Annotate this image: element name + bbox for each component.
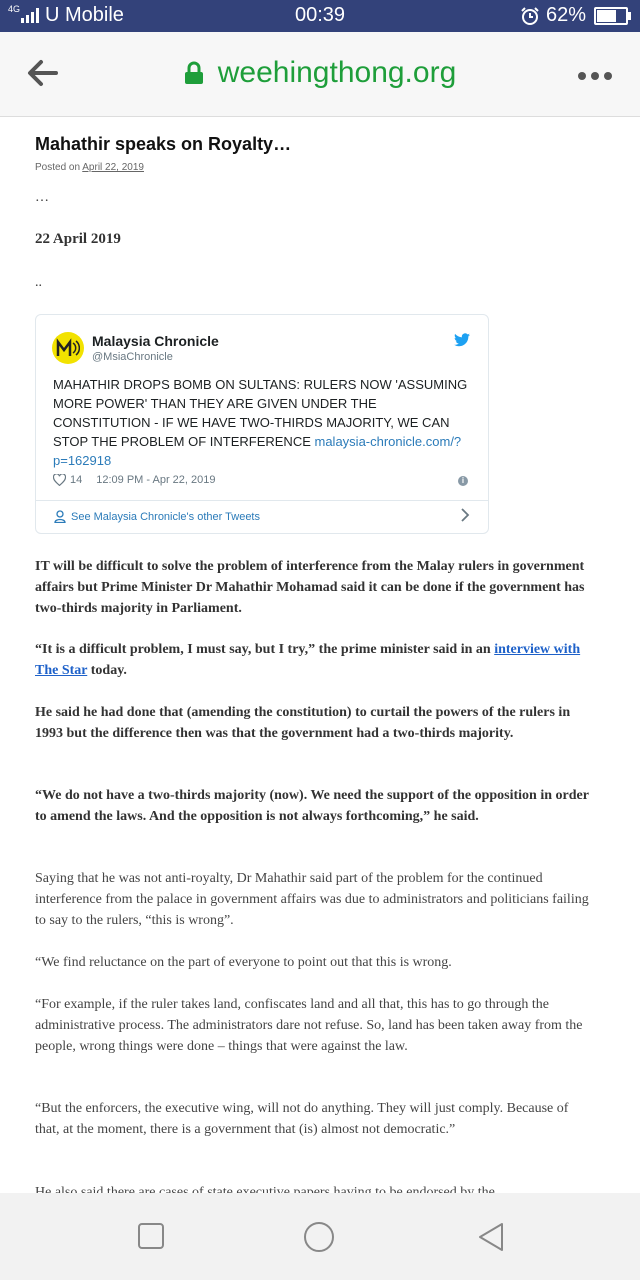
battery-area — [520, 4, 628, 27]
paragraph-2-text: “It is a difficult problem, I must say, but I try,” the prime minister said in an — [35, 642, 495, 657]
date-line: 22 April 2019 — [35, 231, 121, 247]
post-meta — [35, 162, 144, 173]
twitter-bird-icon[interactable] — [454, 333, 470, 347]
network-type: 4G — [8, 3, 21, 14]
tweet-author-name[interactable]: Malaysia Chronicle — [92, 333, 219, 349]
carrier-name: U Mobile — [45, 4, 124, 26]
page-title: Mahathir speaks on Royalty… — [35, 134, 292, 154]
lock-icon — [184, 61, 204, 85]
posted-date-link[interactable]: April 22, 2019 — [82, 162, 144, 173]
url-text[interactable]: weehingthong.org — [217, 56, 457, 89]
paragraph-1: IT will be difficult to solve the problem of interference from the Malay rulers in government affairs but Prime Minister Dr Mahathir Mohamad said it can be done if the government has two-thirds majority in Parliament. — [35, 559, 585, 616]
paragraph-8: “But the enforcers, the executive wing, will not do anything. They will just comply. Because of that, at the moment, there is a government that (is) almost not democratic.” — [35, 1101, 569, 1137]
more-options-icon[interactable] — [573, 72, 612, 80]
paragraph-7: “For example, if the ruler takes land, confiscates land and all that, this has to go through the administrative process. The administrators dare not refuse. So, land has been taken away from the people, wrong things were done – things that were against the law. — [35, 997, 583, 1054]
home-icon[interactable] — [302, 1221, 336, 1253]
like-count: 14 — [70, 474, 83, 486]
paragraph-4: “We do not have a two-thirds majority (now). We need the support of the opposition in order to amend the laws. And the opposition is not always forthcoming,” he said. — [35, 788, 589, 824]
tweet-text — [53, 375, 473, 470]
paragraph-2 — [35, 639, 595, 681]
divider — [36, 500, 488, 501]
paragraph-2-end: today. — [87, 663, 127, 678]
tweet-author-handle[interactable]: @MsiaChronicle — [92, 351, 173, 363]
chevron-right-icon[interactable] — [460, 508, 470, 522]
status-bar — [0, 0, 640, 32]
chronicle-logo-icon — [56, 338, 80, 358]
heart-icon[interactable] — [53, 474, 66, 486]
tweet-body: MAHATHIR DROPS BOMB ON SULTANS: RULERS NOW 'ASSUMING MORE POWER' THAN THEY ARE GIVEN UNDER THE CONSTITUTION - IF WE HAVE TWO-THIRDS MAJORITY, WE CAN STOP THE PROBLEM OF INTERFERENCE — [53, 377, 468, 449]
browser-toolbar — [0, 32, 640, 117]
paragraph-6: “We find reluctance on the part of everyone to point out that this is wrong. — [35, 955, 452, 970]
person-icon — [54, 510, 66, 523]
info-icon[interactable]: i — [458, 476, 468, 486]
avatar[interactable] — [52, 332, 84, 364]
embedded-tweet[interactable] — [35, 314, 489, 534]
tweet-link[interactable]: malaysia-chronicle.com/?p=162918 — [53, 434, 462, 468]
alarm-icon — [520, 6, 540, 26]
battery-percent: 62% — [545, 4, 586, 26]
ellipsis-text: … — [35, 190, 49, 205]
tweet-meta — [53, 474, 216, 486]
recent-apps-icon[interactable] — [137, 1221, 165, 1251]
posted-prefix: Posted on — [35, 162, 83, 173]
see-other-tweets-link[interactable] — [54, 510, 260, 523]
back-nav-icon[interactable] — [476, 1221, 506, 1253]
system-nav-bar — [0, 1193, 640, 1280]
paragraph-3: He said he had done that (amending the constitution) to curtail the powers of the rulers in 1993 but the difference then was that the government had a two-thirds majority. — [35, 705, 571, 741]
battery-icon — [594, 7, 628, 25]
clock: 00:39 — [294, 4, 346, 26]
interview-link[interactable]: interview with The Star — [35, 642, 581, 678]
paragraph-5: Saying that he was not anti-royalty, Dr Mahathir said part of the problem for the continued interference from the palace in government affairs was due to administrators and politicians failing to say to the rulers, “this is wrong”. — [35, 871, 589, 928]
ellipsis-text-2: .. — [35, 275, 42, 290]
tweet-timestamp[interactable]: 12:09 PM - Apr 22, 2019 — [96, 474, 216, 486]
see-other-tweets-label: See Malaysia Chronicle's other Tweets — [71, 510, 260, 523]
